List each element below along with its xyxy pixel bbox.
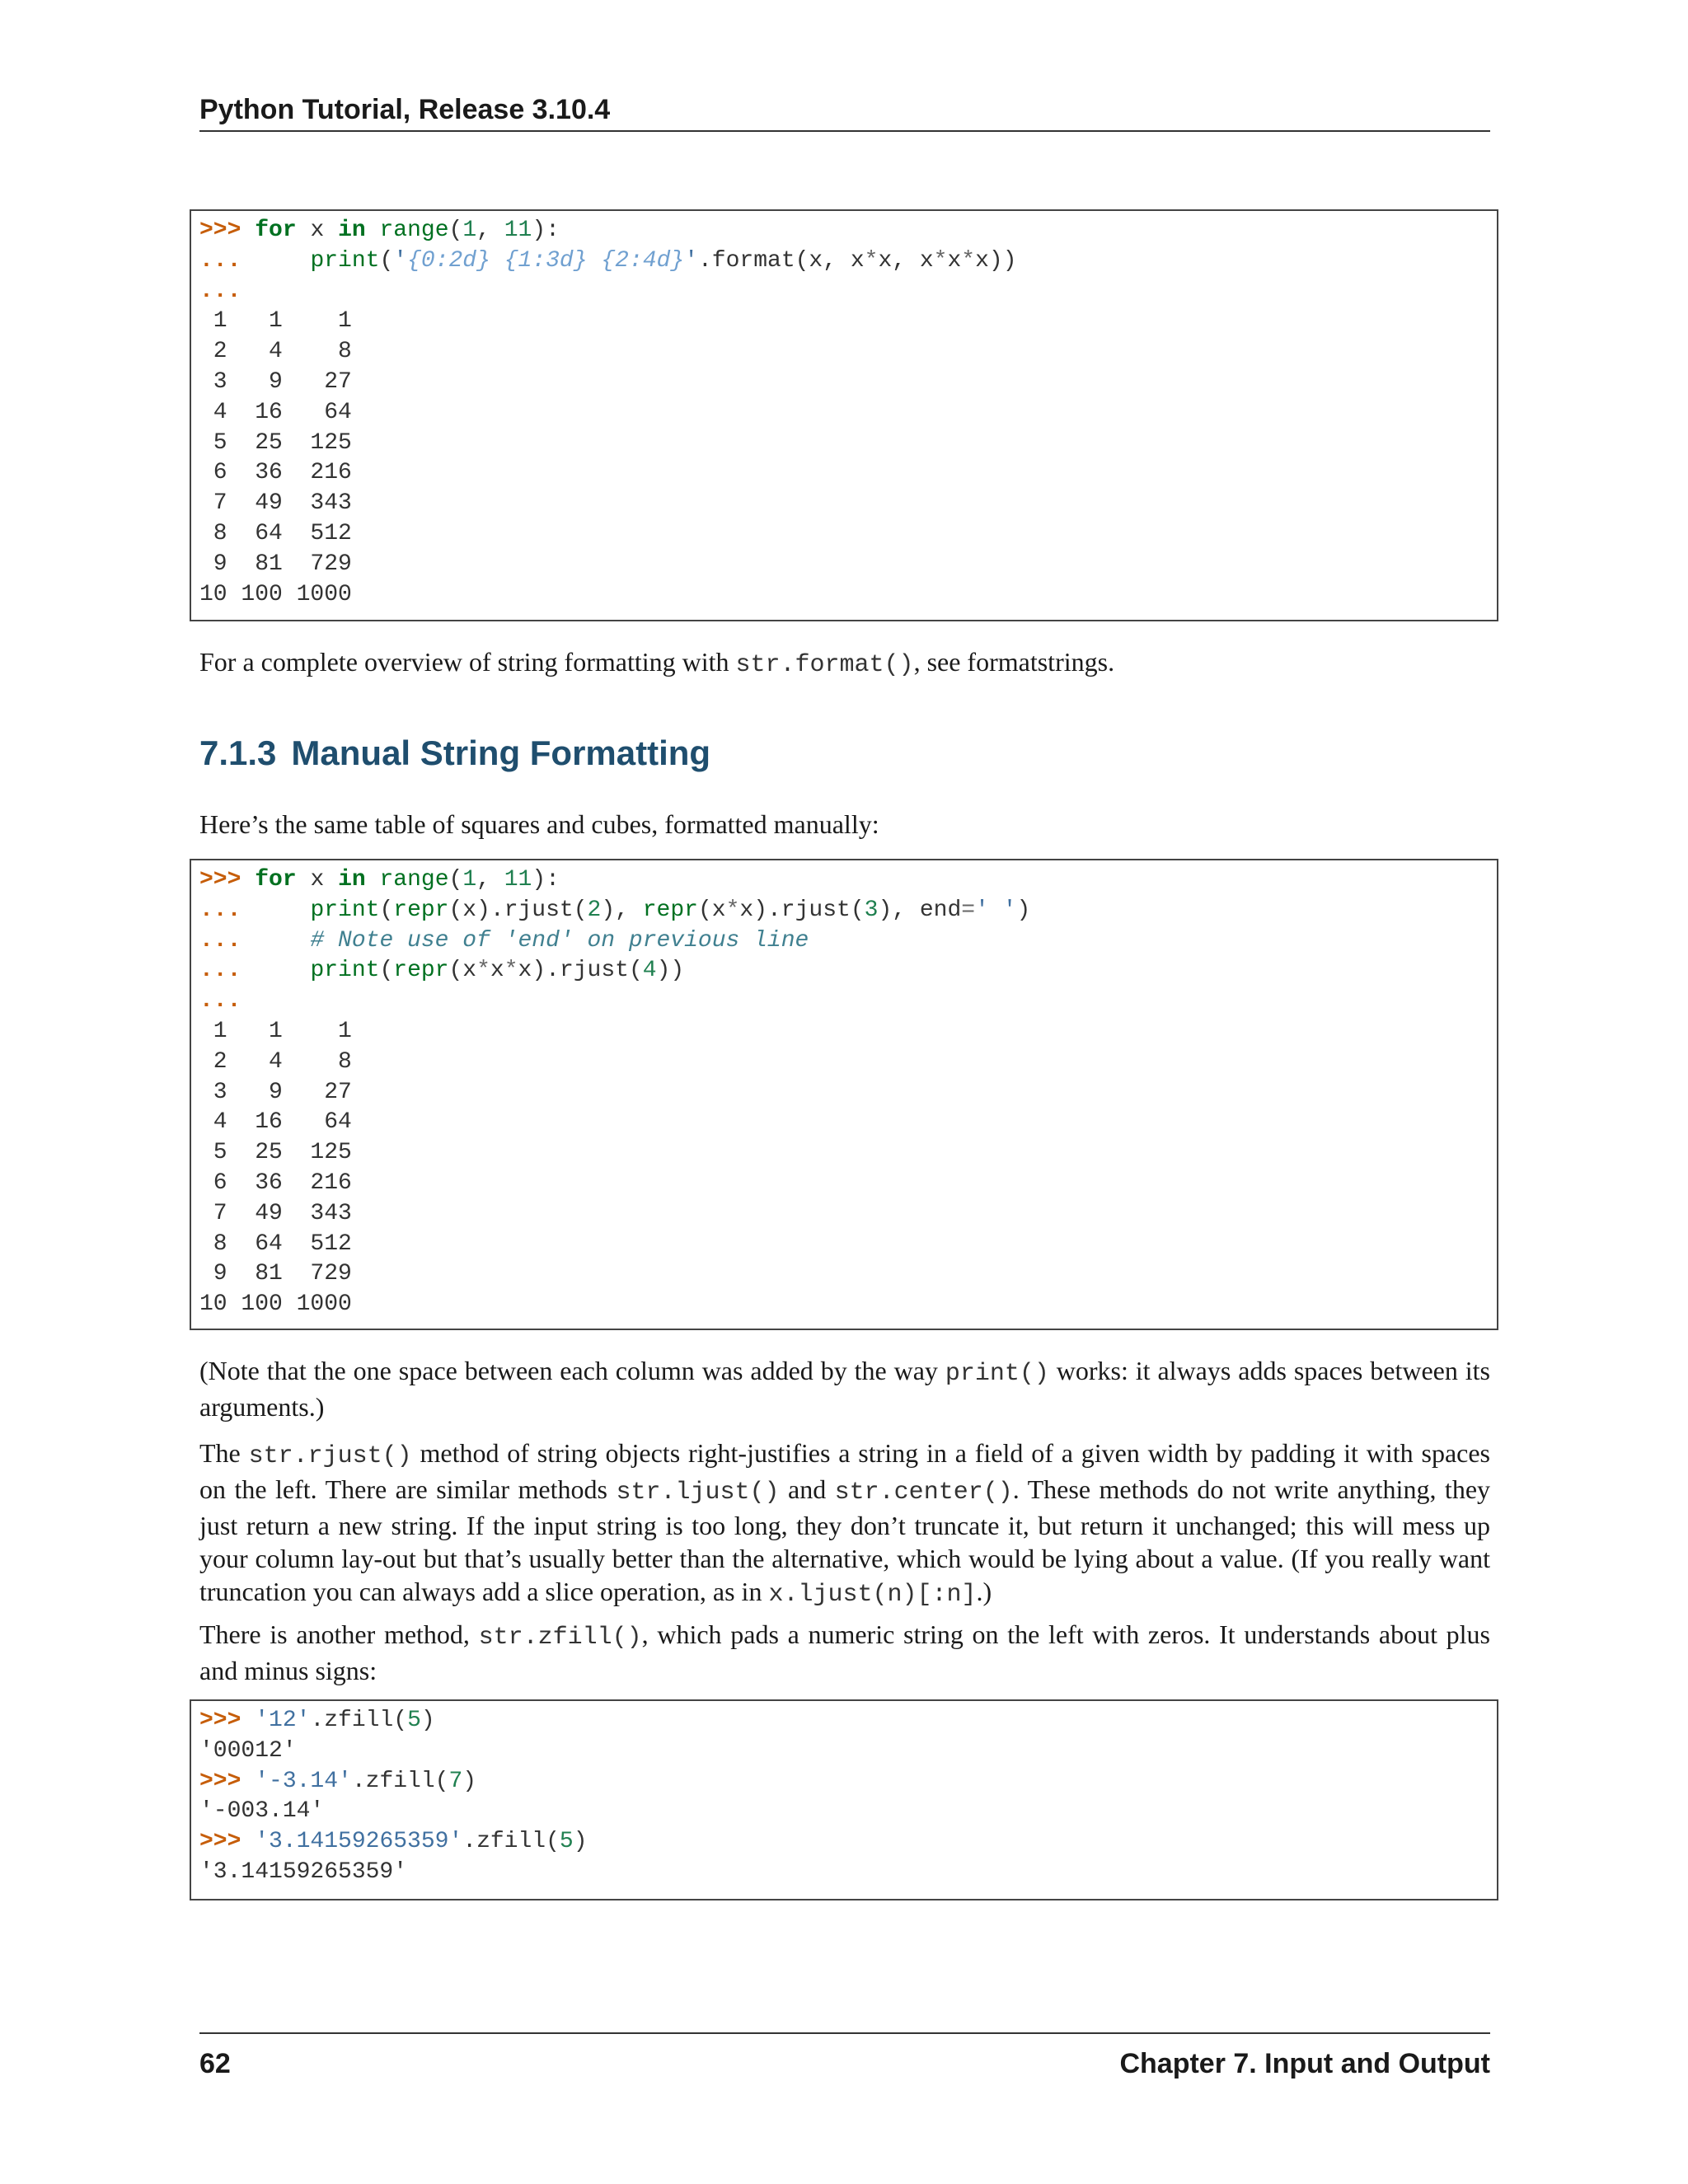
code-line: >>> '-3.14'.zfill(7) — [199, 1768, 477, 1794]
code-line: >>> '3.14159265359'.zfill(5) — [199, 1829, 588, 1855]
page-number: 62 — [199, 2048, 231, 2079]
code-output-line: 7 49 343 — [199, 490, 352, 517]
paragraph-intro: Here’s the same table of squares and cubes, formatted manually: — [199, 809, 879, 839]
code-output-line: 8 64 512 — [199, 1230, 352, 1257]
code-output-line: 10 100 1000 — [199, 581, 352, 607]
section-heading: 7.1.3 Manual String Formatting — [199, 733, 711, 772]
code-output-line: 9 81 729 — [199, 1261, 352, 1287]
paragraph-zfill-description: There is another method, str.zfill(), which pads a numeric string on the left with zeros. It understands about plus and minus signs: — [199, 1619, 1491, 1685]
inline-code: str.center() — [834, 1479, 1013, 1507]
code-output-line: '-003.14' — [199, 1798, 325, 1825]
code-output-line: 5 25 125 — [199, 429, 352, 456]
code-output-line: 7 49 343 — [199, 1200, 352, 1226]
code-output-line: 3 9 27 — [199, 1079, 352, 1105]
code-block-format-table[interactable] — [190, 209, 1498, 621]
code-line: ... — [199, 278, 241, 304]
code-line: ... print(repr(x*x*x).rjust(4)) — [199, 958, 685, 984]
code-output-line: 6 36 216 — [199, 460, 352, 486]
code-comment: # Note use of 'end' on previous line — [310, 927, 809, 954]
inline-code: str.ljust() — [616, 1479, 780, 1507]
paragraph-rjust-description: The str.rjust() method of string objects right-justifies a string in a field of a given width by padding it with spaces on the left. There are similar methods str.ljust() and str.center(). These methods do not write anything, they just return a new string. If the input string is too long, they don’t truncate it, but return it unchanged; this will mess up your column lay-out but that’s usually better than the alternative, which would be lying about a value. (If you really want truncation you can always add a slice operation, as in x.ljust(n)[:n].) — [199, 1438, 1491, 1609]
code-output-line: 10 100 1000 — [199, 1291, 352, 1318]
inline-code: print() — [945, 1360, 1049, 1388]
code-line: ... print('{0:2d} {1:3d} {2:4d}'.format(x, x*x, x*x*x)) — [199, 247, 1017, 274]
running-header: Python Tutorial, Release 3.10.4 — [199, 89, 1490, 132]
code-output-line: 8 64 512 — [199, 520, 352, 546]
code-line: ... — [199, 988, 241, 1015]
running-footer — [199, 2032, 1490, 2083]
code-output-line: 4 16 64 — [199, 1109, 352, 1136]
code-output-line: 2 4 8 — [199, 1048, 352, 1075]
code-line: ... # Note use of 'end' on previous line — [199, 927, 809, 954]
inline-code: x.ljust(n)[:n] — [768, 1581, 977, 1609]
paragraph-print-spaces-note: (Note that the one space between each column was added by the way print() works: it always adds spaces between its arguments.) — [199, 1356, 1491, 1422]
code-block-manual-formatting[interactable] — [190, 859, 1498, 1330]
code-output-line: 5 25 125 — [199, 1140, 352, 1166]
code-output-line: 4 16 64 — [199, 399, 352, 425]
inline-code: str.rjust() — [248, 1442, 412, 1470]
chapter-title: Chapter 7. Input and Output — [1119, 2048, 1490, 2079]
inline-code: str.format() — [735, 651, 914, 679]
code-output-line: 6 36 216 — [199, 1169, 352, 1196]
document-page — [199, 0, 1490, 2184]
code-output-line: 2 4 8 — [199, 339, 352, 365]
code-output-line: '00012' — [199, 1737, 297, 1764]
code-line: >>> '12'.zfill(5) — [199, 1708, 435, 1733]
code-output-line: 1 1 1 — [199, 1018, 352, 1044]
code-line: >>> for x in range(1, 11): — [199, 867, 560, 893]
code-line: ... print(repr(x).rjust(2), repr(x*x).rjust(3), end=' ') — [199, 897, 1031, 923]
code-output-line: 1 1 1 — [199, 308, 352, 335]
code-line: >>> for x in range(1, 11): — [199, 218, 560, 243]
inline-code: str.zfill() — [478, 1624, 642, 1652]
code-output-line: 9 81 729 — [199, 551, 352, 577]
code-block-zfill[interactable] — [190, 1699, 1498, 1900]
paragraph-format-overview: For a complete overview of string formatting with str.format(), see formatstrings. — [199, 647, 1115, 679]
code-output-line: 3 9 27 — [199, 368, 352, 395]
code-output-line: '3.14159265359' — [199, 1858, 408, 1885]
